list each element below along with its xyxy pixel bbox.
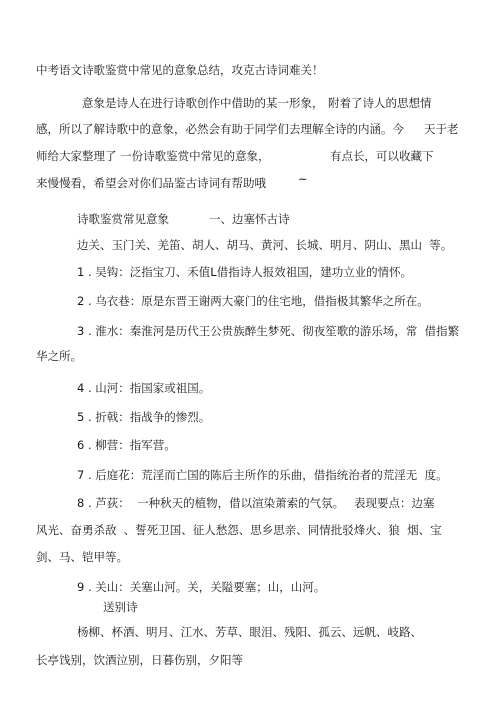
- intro-line-4-mark: ~: [298, 172, 308, 186]
- list-item: 5 . 折戟：指战争的惨烈。: [77, 410, 211, 424]
- list-item: 风光、奋勇杀敌 、誓死卫国、征人愁怨、思乡思亲、同情批驳烽火、狼 烟、宝: [36, 523, 442, 537]
- section1-keywords: 边关、玉门关、羌笛、胡人、胡马、黄河、长城、明月、阴山、黑山 等。: [77, 238, 453, 252]
- list-item: 剑、马、铠甲等。: [36, 550, 128, 564]
- intro-line-4: 来慢慢看，希望会对你们品鉴古诗词有帮助哦: [36, 176, 266, 190]
- list-item: 4 . 山河：指国家或祖国。: [77, 381, 211, 395]
- section2-line-2: 长亭饯别，饮酒泣别，日暮伤别，夕阳等: [36, 653, 243, 667]
- section2-line-1: 杨柳、杯酒、明月、江水、芳草、眼泪、残阳、孤云、远帆、岐路、: [77, 625, 422, 639]
- intro-line-3b: 有点长，可以收藏下: [330, 149, 434, 163]
- list-item: 6 . 柳营：指军营。: [77, 438, 176, 452]
- intro-line-3a: 师给大家整理了 一份诗歌鉴赏中常见的意象，: [36, 149, 270, 163]
- list-item: 华之所。: [36, 349, 82, 363]
- list-item: 9 . 关山：关塞山河。关，关隘要塞；山，山河。: [77, 580, 326, 594]
- intro-line-1b: 附着了诗人的思想情: [328, 96, 432, 110]
- list-item: 3 . 淮水：秦淮河是历代王公贵族醉生梦死、彻夜笙歌的游乐场，常 借指繁: [77, 324, 460, 338]
- list-item: 表现要点：边塞: [354, 496, 435, 510]
- intro-line-2b: 天于老: [424, 122, 459, 136]
- document-title: 中考语文诗歌鉴赏中常见的意象总结，攻克古诗词难关！: [36, 63, 324, 77]
- intro-line-1a: 意象是诗人在进行诗歌创作中借助的某一形象，: [82, 96, 324, 110]
- section1-heading-a: 诗歌鉴赏常见意象: [77, 212, 169, 226]
- list-item: 7 . 后庭花：荒淫而亡国的陈后主所作的乐曲，借指统治者的荒淫无 度。: [77, 468, 448, 482]
- list-item: 8 . 芦荻： 一种秋天的植物，借以渲染萧索的气氛。: [77, 496, 345, 510]
- intro-line-2: 感，所以了解诗歌中的意象，必然会有助于同学们去理解全诗的内涵。今: [36, 122, 404, 136]
- section2-heading: 送别诗: [103, 600, 138, 614]
- list-item: 1 . 吴钩：泛指宝刀、禾值L借指诗人报效祖国，建功立业的情怀。: [77, 265, 413, 279]
- list-item: 2 . 乌衣巷：原是东晋王谢两大豪门的住宅地，借指极其繁华之所在。: [77, 294, 429, 308]
- section1-heading-b: 一、边塞怀古诗: [209, 212, 290, 226]
